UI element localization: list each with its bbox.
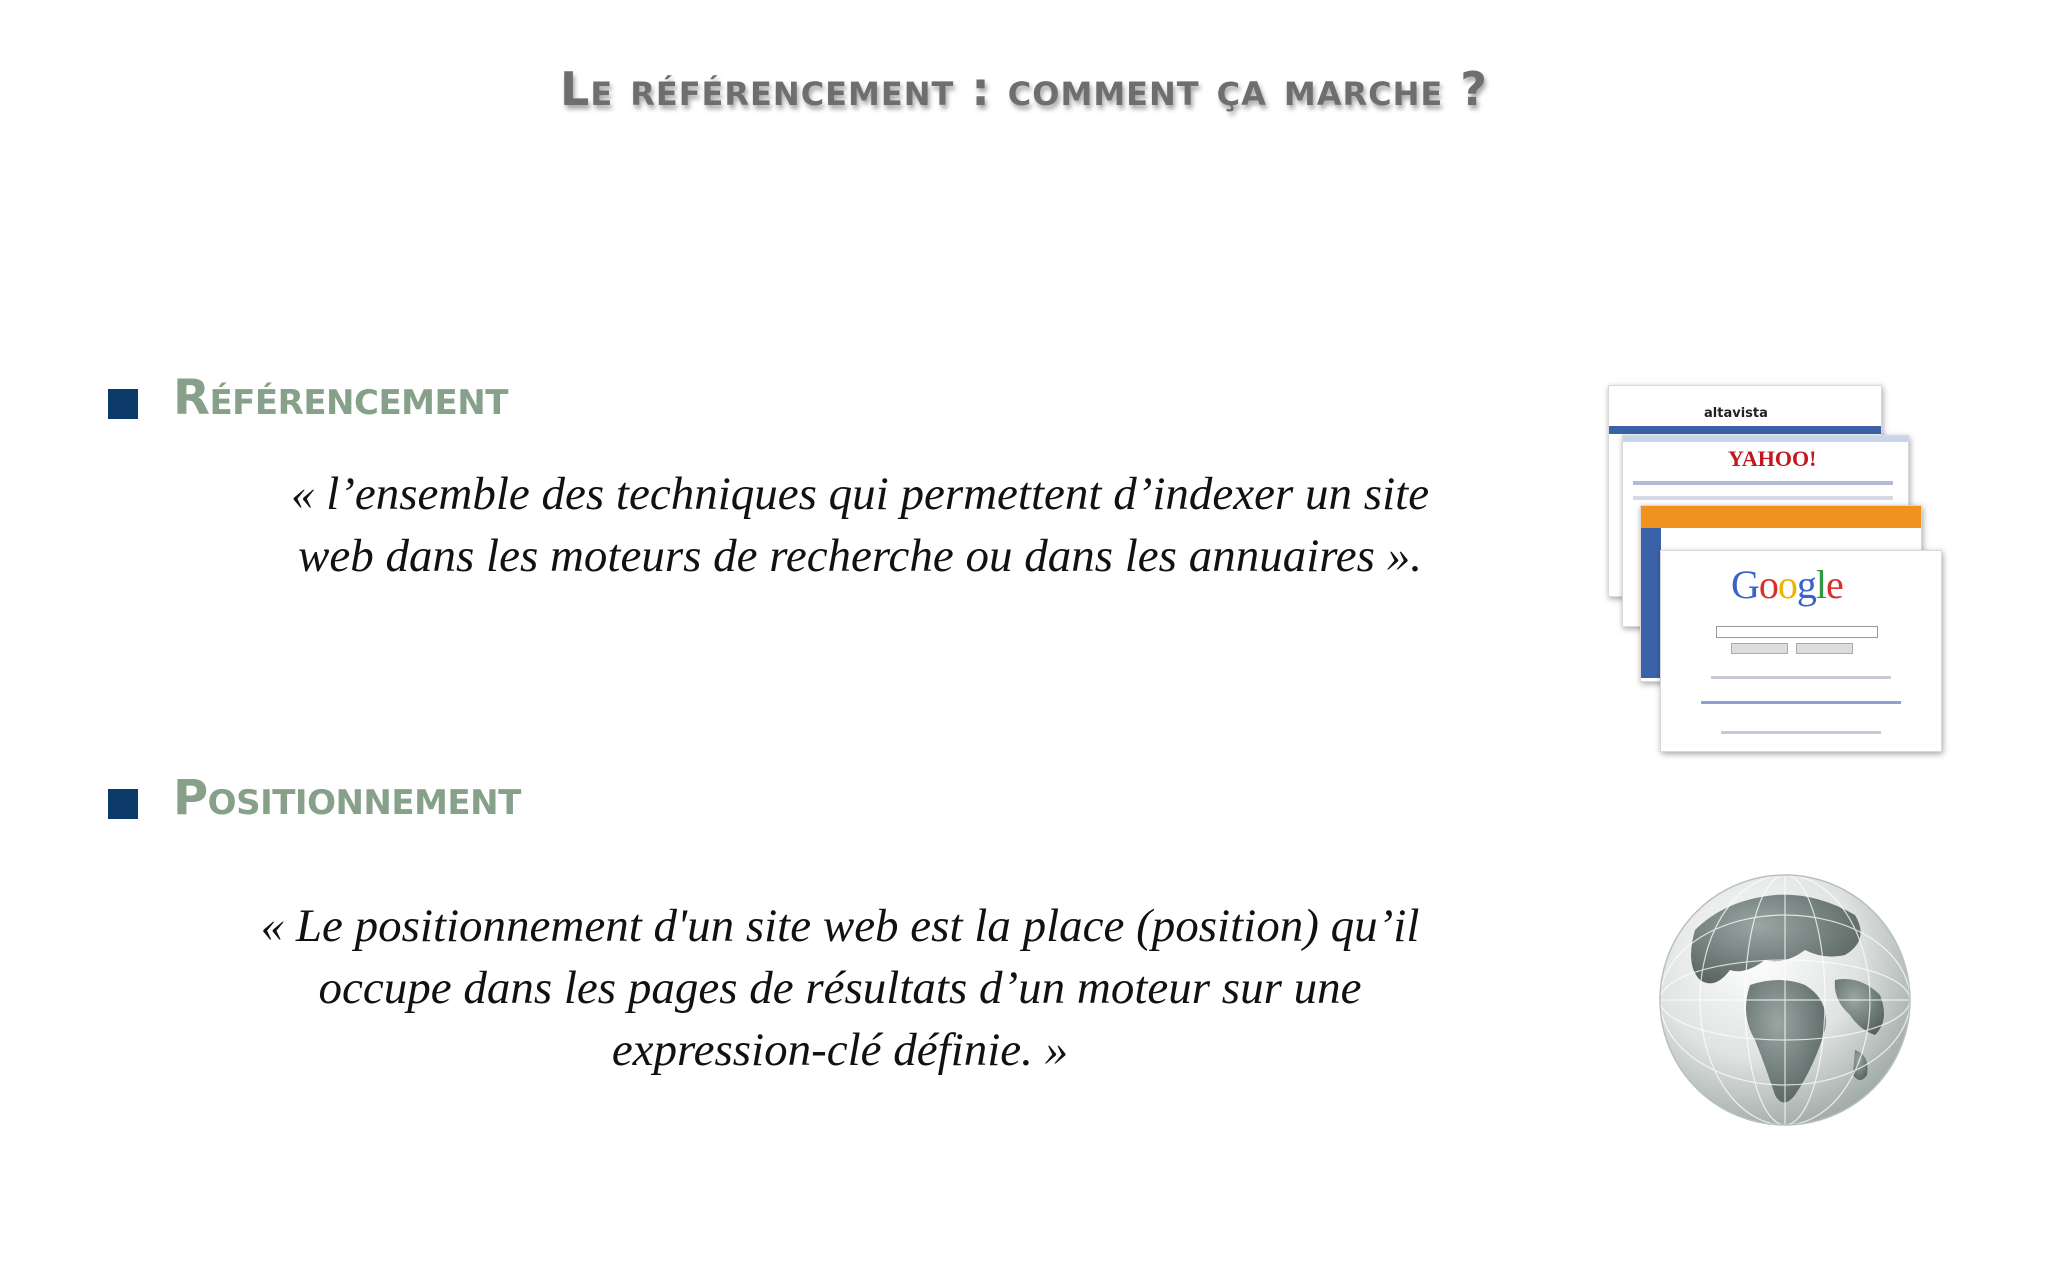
quote-line: occupe dans les pages de résultats d’un moteur sur une bbox=[318, 962, 1362, 1014]
definition-quote-positionnement bbox=[180, 895, 1500, 1081]
bullet-square bbox=[108, 789, 138, 819]
quote-line: expression-clé définie. » bbox=[611, 1024, 1069, 1076]
bullet-square bbox=[108, 389, 138, 419]
globe-image bbox=[1655, 870, 1915, 1130]
google-logo: Google bbox=[1731, 562, 1843, 607]
yahoo-logo: YAHOO! bbox=[1728, 446, 1817, 471]
definition-quote-referencement bbox=[200, 463, 1520, 587]
google-screen bbox=[1660, 550, 1942, 752]
altavista-logo: altavista bbox=[1704, 406, 1768, 421]
section-heading-referencement: Référencement bbox=[173, 370, 508, 426]
quote-line: « l’ensemble des techniques qui permettent d’indexer un site bbox=[290, 468, 1430, 520]
quote-line: web dans les moteurs de recherche ou dans les annuaires ». bbox=[298, 530, 1422, 582]
slide-title: Le référencement : comment ça marche ? bbox=[560, 62, 1488, 116]
quote-line: « Le positionnement d'un site web est la place (position) qu’il bbox=[260, 900, 1420, 952]
section-heading-positionnement: Positionnement bbox=[173, 770, 521, 826]
search-engines-screenshots-image bbox=[1600, 380, 1945, 755]
